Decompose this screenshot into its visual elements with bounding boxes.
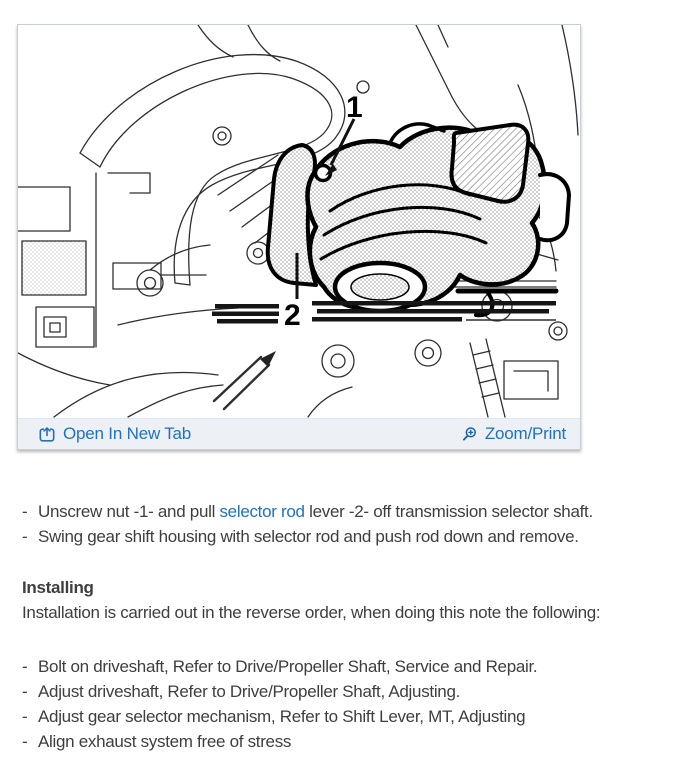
installing-step-text: Align exhaust system free of stress	[38, 732, 292, 751]
selector-rod-link[interactable]: selector rod	[219, 502, 305, 521]
callout-1-label: 1	[346, 91, 363, 124]
figure-panel	[17, 24, 581, 450]
removal-step-2	[22, 524, 666, 549]
instructions-text	[22, 499, 666, 754]
zoom-print-link[interactable]	[461, 424, 566, 444]
installing-step-text: Bolt on driveshaft, Refer to Drive/Propeller Shaft, Service and Repair.	[38, 657, 538, 676]
removal-step-1	[22, 499, 666, 524]
bullet-dash: -	[22, 682, 28, 701]
open-in-new-tab-link[interactable]	[38, 424, 191, 444]
installing-intro: Installation is carried out in the reverse order, when doing this note the following:	[22, 603, 601, 622]
installing-step-text: Adjust gear selector mechanism, Refer to Shift Lever, MT, Adjusting	[38, 707, 526, 726]
removal-step-2-text: Swing gear shift housing with selector rod and push rod down and remove.	[38, 527, 579, 546]
bullet-dash: -	[22, 732, 28, 751]
installing-step-text: Adjust driveshaft, Refer to Drive/Propeller Shaft, Adjusting.	[38, 682, 461, 701]
open-in-new-tab-icon	[38, 425, 56, 443]
figure-toolbar	[18, 418, 580, 449]
installing-step	[22, 704, 666, 729]
zoom-magnifier-icon	[461, 426, 478, 443]
installing-step	[22, 729, 666, 754]
bullet-dash: -	[22, 657, 28, 676]
installing-step	[22, 679, 666, 704]
bullet-dash: -	[22, 527, 28, 546]
open-in-new-tab-label: Open In New Tab	[63, 424, 192, 443]
bullet-dash: -	[22, 502, 28, 521]
bullet-dash: -	[22, 707, 28, 726]
removal-step-1-text: Unscrew nut -1- and pull selector rod lever -2- off transmission selector shaft.	[38, 502, 593, 521]
zoom-print-label: Zoom/Print	[484, 424, 566, 443]
figure-drawing	[18, 25, 580, 418]
installing-heading: Installing	[22, 578, 94, 597]
installing-step	[22, 654, 666, 679]
callout-2-label: 2	[284, 299, 301, 332]
installing-steps-list	[22, 654, 666, 754]
